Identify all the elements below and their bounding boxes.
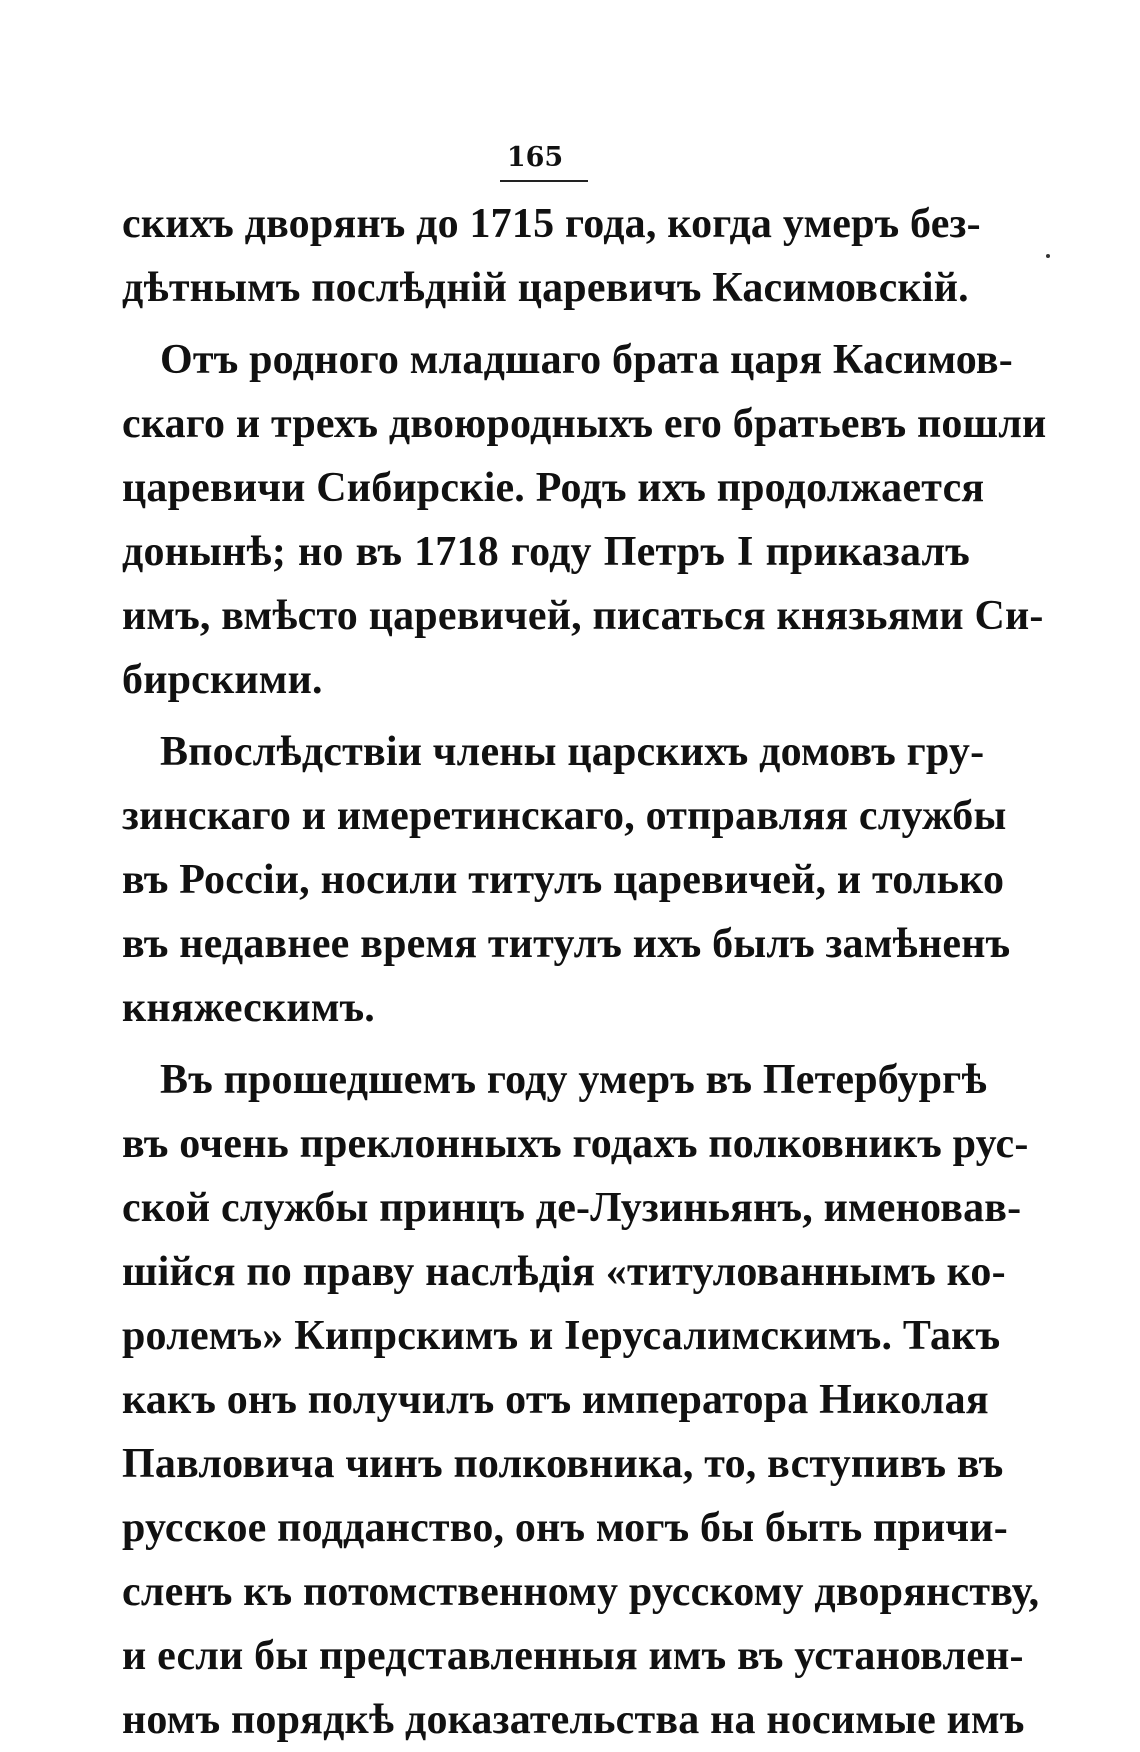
- text-line: ролемъ» Кипрскимъ и Iерусалимскимъ. Такъ: [122, 1313, 1001, 1359]
- text-line: какъ онъ получилъ отъ императора Николая: [122, 1377, 989, 1423]
- text-line: Павловича чинъ полковника, то, вступивъ въ: [122, 1441, 1004, 1487]
- text-line: русское подданство, онъ могъ бы быть причи-: [122, 1505, 1008, 1551]
- text-line: Впослѣдствiи члены царскихъ домовъ гру-: [160, 729, 985, 775]
- text-line: царевичи Сибирскiе. Родъ ихъ продолжается: [122, 465, 985, 511]
- text-line: донынѣ; но въ 1718 году Петръ I приказалъ: [122, 529, 970, 575]
- text-line: бирскими.: [122, 657, 323, 703]
- print-speck: [1046, 254, 1050, 258]
- page-number: 165: [506, 142, 564, 173]
- text-line: шiйся по праву наслѣдiя «титулованнымъ ко-: [122, 1249, 1006, 1295]
- text-line: Отъ родного младшаго брата царя Касимов-: [160, 337, 1013, 383]
- text-line: ской службы принцъ де-Лузиньянъ, именовав-: [122, 1185, 1022, 1231]
- text-line: зинскаго и имеретинскаго, отправляя службы: [122, 793, 1007, 839]
- text-line: и если бы представленныя имъ въ установлен-: [122, 1633, 1024, 1679]
- text-line: скаго и трехъ двоюродныхъ его братьевъ пошли: [122, 401, 1047, 447]
- text-line: номъ порядкѣ доказательства на носимые имъ: [122, 1697, 1025, 1743]
- text-line: имъ, вмѣсто царевичей, писаться князьями Си-: [122, 593, 1044, 639]
- body-text: [122, 192, 1047, 1752]
- text-line: сленъ къ потомственному русскому дворянству,: [122, 1569, 1040, 1615]
- text-line: въ очень преклонныхъ годахъ полковникъ рус-: [122, 1121, 1029, 1167]
- page-number-rule: [500, 180, 588, 182]
- text-line: въ Россiи, носили титулъ царевичей, и только: [122, 857, 1005, 903]
- text-line: Въ прошедшемъ году умеръ въ Петербургѣ: [160, 1057, 987, 1103]
- text-line: скихъ дворянъ до 1715 года, когда умеръ без-: [122, 201, 981, 247]
- text-line: дѣтнымъ послѣднiй царевичъ Касимовскiй.: [122, 265, 969, 311]
- text-line: княжескимъ.: [122, 985, 376, 1031]
- text-line: въ недавнее время титулъ ихъ былъ замѣненъ: [122, 921, 1011, 967]
